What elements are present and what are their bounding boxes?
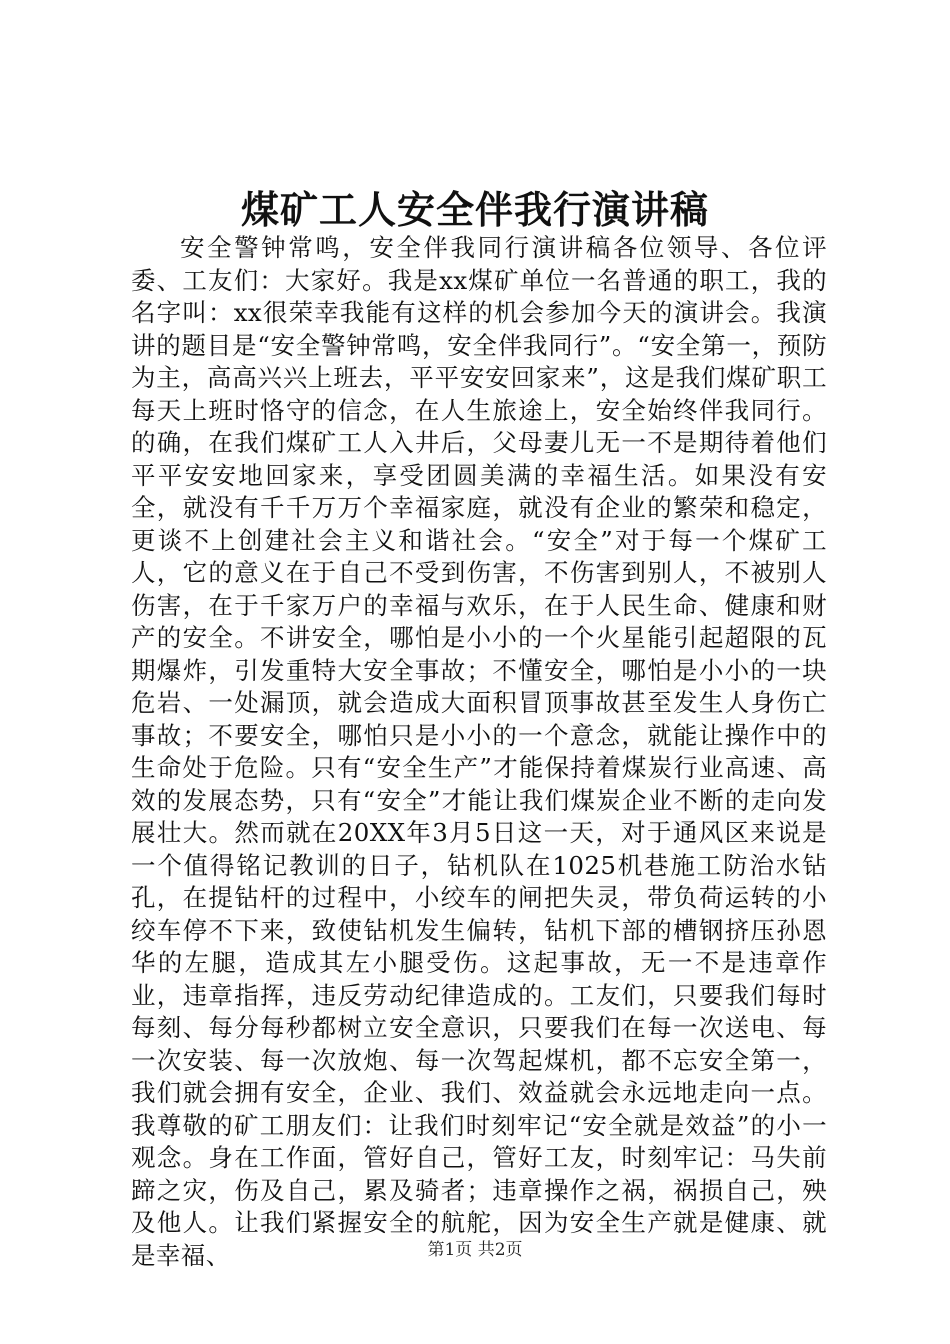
document-title: 煤矿工人安全伴我行演讲稿 [240,187,709,232]
page-footer: 第1页 共2页 [427,1240,523,1260]
body-paragraph: 安全警钟常鸣，安全伴我同行演讲稿各位领导、各位评委、工友们：大家好。我是xx煤矿单位一名普通的职工，我的名字叫：xx很荣幸我能有这样的机会参加今天的演讲会。我演讲的题目是“安全警钟常鸣，安全伴我同行”。“安全第一，预防为主，高高兴兴上班去，平平安安回家来”，这是我们煤矿职工每天上班时恪守的信念，在人生旅途上，安全始终伴我同行。的确，在我们煤矿工人入井后，父母妻儿无一不是期待着他们平平安安地回家来，享受团圆美满的幸福生活。如果没有安全，就没有千千万万个幸福家庭，就没有企业的繁荣和稳定，更谈不上创建社会主义和谐社会。“安全”对于每一个煤矿工人，它的意义在于自己不受到伤害，不伤害到别人，不被别人伤害，在于千家万户的幸福与欢乐，在于人民生命、健康和财产的安全。不讲安全，哪怕是小小的一个火星能引起超限的瓦期爆炸，引发重特大安全事故；不懂安全，哪怕是小小的一块危岩、一处漏顶，就会造成大面积冒顶事故甚至发生人身伤亡事故；不要安全，哪怕只是小小的一个意念，就能让操作中的生命处于危险。只有“安全生产”才能保持着煤炭行业高速、高效的发展态势，只有“安全”才能让我们煤炭企业不断的走向发展壮大。然而就在20XX年3月5日这一天，对于通风区来说是一个值得铭记教训的日子，钻机队在1025机巷施工防治水钻孔，在提钻杆的过程中，小绞车的闸把失灵，带负荷运转的小绞车停不下来，致使钻机发生偏转，钻机下部的槽钢挤压孙恩华的左腿，造成其左小腿受伤。这起事故，无一不是违章作业，违章指挥，违反劳动纪律造成的。工友们，只要我们每时每刻、每分每秒都树立安全意识，只要我们在每一次送电、每一次安装、每一次放炮、每一次驾起煤机，都不忘安全第一，我们就会拥有安全，企业、我们、效益就会永远地走向一点。我尊敬的矿工朋友们：让我们时刻牢记“安全就是效益”的小一观念。身在工作面，管好自己，管好工友，时刻牢记：马失前蹄之灾，伤及自己，累及骑者；违章操作之祸，祸损自己，殃及他人。让我们紧握安全的航舵，因为安全生产就是健康、就是幸福、 [131,233,827,1270]
